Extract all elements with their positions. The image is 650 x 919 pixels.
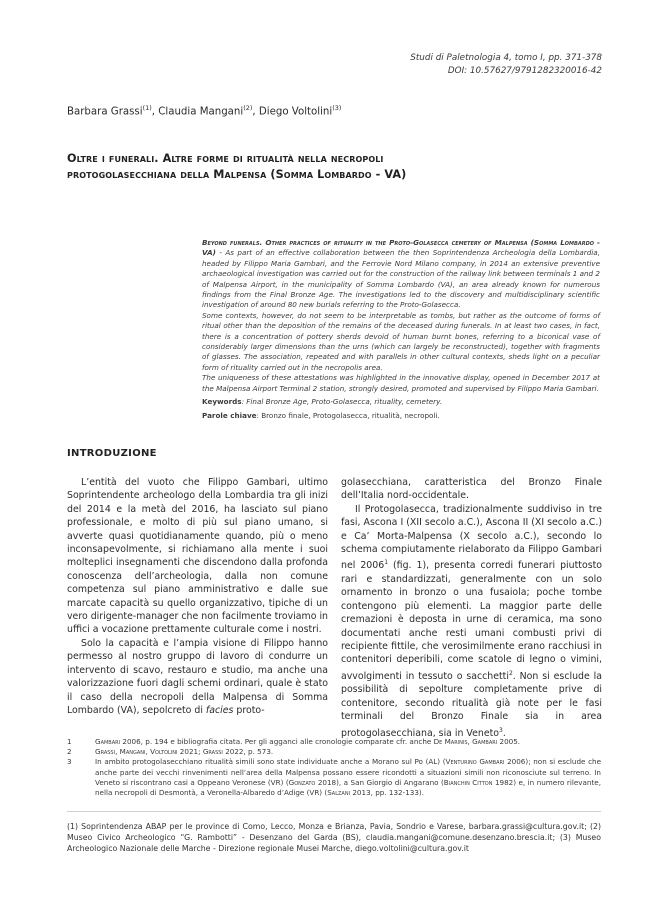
citation-author: Bianchin Citton bbox=[443, 777, 493, 787]
body-paragraph bbox=[67, 637, 328, 717]
footnote-text bbox=[95, 757, 601, 798]
abstract-english-title: Beyond funerals. Other practices of rituality in the Proto-Golasecca cemetery of Malpensa (Somma Lombardo - VA) bbox=[202, 238, 600, 258]
journal-title-line: Studi di Paletnologia 4, tomo I, pp. 371-378 bbox=[410, 53, 602, 63]
keywords bbox=[202, 397, 600, 407]
paper-title bbox=[67, 151, 587, 183]
footnote-ref[interactable]: 1 bbox=[384, 559, 389, 567]
footnote-number: 1 bbox=[67, 737, 72, 746]
body-text: proto- bbox=[233, 704, 265, 716]
abstract-paragraph: Some contexts, however, do not seem to be interpretable as tombs, but rather as the outcome of forms of ritual other than the deposition of the remains of the deceased during funerals. In at least two cases, in fact, there is a concentration of pottery sherds devoid of human burnt bones, referring to a biconical vase of considerably larger dimensions than the urns (which can largely be reconstructed), together with fragments of glasses. The association, repeated and with parallels in other cultural contexts, sheds light on a peculiar form of rituality carried out in the necropolis area. bbox=[202, 310, 600, 372]
keywords-label: Keywords bbox=[202, 397, 242, 407]
author-affiliations: (1) Soprintendenza ABAP per le province di Como, Lecco, Monza e Brianza, Pavia, Sondrio e Varese, barbara.grassi@cultura.gov.it; (2) Museo Civico Archeologico “G. Rambotti” - Desenzano del Garda (BS), claudia.mangani@comune.desenzano.brescia.it; (3) Museo Archeologico Nazionale delle Marche - Direzione regionale Musei Marche, diego.voltolini@cultura.gov.it bbox=[67, 822, 601, 853]
journal-citation bbox=[410, 52, 602, 77]
body-text: . Non si esclude la possibilità di sepolture completamente prive di contenitore, secondo ritualità già note per le fasi terminali del Bronzo Finale sia in area protogolasecchiana, sia in Veneto bbox=[341, 670, 602, 739]
footnote-body: 2021; bbox=[177, 747, 203, 757]
affiliation-marker: (3) bbox=[332, 104, 342, 112]
abstract-paragraph: The uniqueness of these attestations was highlighted in the innovative display, opened in December 2017 at the Malpensa Airport Terminal 2 station, strongly desired, promoted and supervised by Filippo Maria Gambari. bbox=[202, 373, 600, 393]
citation-author: Venturino Gambari bbox=[445, 757, 505, 767]
body-column-left bbox=[67, 476, 328, 717]
title-line: protogolasecchiana della Malpensa (Somma Lombardo - VA) bbox=[67, 168, 407, 181]
author-separator: , bbox=[252, 106, 259, 118]
abstract-text: - As part of an effective collaboration between the then Soprintendenza Archeologia della Lombardia, headed by Filippo Maria Gambari, and the Ferrovie Nord Milano company, in 2014 an extensive preventive archaeological investigation was carried out for the construction of the railway link between terminals 1 and 2 of Malpensa Airport, in the municipality of Somma Lombardo (VA), an area already known for numerous findings from the Final Bronze Age. The investigations led to the discovery and multidisciplinary scientific investigation of around 80 new burials referring to the Proto-Golasecca. bbox=[202, 248, 600, 310]
body-text-italic: facies bbox=[205, 704, 234, 716]
abstract bbox=[202, 238, 600, 421]
footnote bbox=[67, 747, 601, 757]
body-paragraph bbox=[341, 503, 602, 740]
keywords-text: : Final Bronze Age, Proto-Golasecca, rituality, cemetery. bbox=[241, 397, 443, 407]
affiliation-marker: (2) bbox=[243, 104, 253, 112]
footnote-body: 2022, p. 573. bbox=[222, 747, 274, 757]
citation-author: De Marinis, Gambari bbox=[433, 737, 498, 746]
author-name: Diego Voltolini bbox=[258, 106, 333, 118]
footnote-body: 2006, p. 194 e bibliografia citata. Per gli agganci alle cronologie comparate cfr. anche bbox=[120, 737, 434, 746]
footnote-ref[interactable]: 3 bbox=[499, 726, 503, 734]
body-paragraph: golasecchiana, caratteristica del Bronzo Finale dell’Italia nord-occidentale. bbox=[341, 477, 602, 502]
citation-author: Salzani bbox=[327, 788, 351, 798]
footnote-text bbox=[95, 747, 601, 757]
footnote-body: 1982) e, in numero rilevante, nella necropoli di Desmontà, a Veronella-Albaredo d’Adige (VR) ( bbox=[95, 777, 601, 798]
author-name: Barbara Grassi bbox=[67, 106, 143, 118]
citation-author: Grassi bbox=[202, 747, 223, 757]
footnote-number: 3 bbox=[67, 757, 72, 767]
citation-author: Grassi, Mangani, Voltolini bbox=[95, 747, 178, 757]
body-text: (fig. 1), presenta corredi funerari piuttosto rari e standardizzati, generalmente con un solo ornamento in bronzo o una fusaiola; poche tombe contengono più elementi. La maggior parte delle cremazioni è deposta in urne di ceramica, ma sono documentati anche resti umani combusti privi di recipiente fittile, che verosimilmente erano racchiusi in contenitori deperibili, come scatole di legno o vimini, avvolgimenti in tessuto o sacchetti bbox=[341, 560, 602, 682]
affiliation-divider bbox=[67, 811, 601, 812]
footnotes bbox=[67, 737, 601, 798]
footnote bbox=[67, 737, 601, 747]
author-separator: , bbox=[151, 106, 159, 118]
affiliation-marker: (1) bbox=[142, 104, 152, 112]
body-text: Solo la capacità e l’ampia visione di Filippo hanno permesso al nostro gruppo di lavoro di condurre un intervento di scavo, restauro e studio, ma anche una valorizzazione fuori dagli schemi ordinari, quale è stato il caso della necropoli della Malpensa di Somma Lombardo (VA), sepolcreto di bbox=[67, 637, 328, 716]
footnote-ref[interactable]: 2 bbox=[508, 669, 513, 677]
footnote bbox=[67, 757, 601, 798]
title-line: Oltre i funerali. Altre forme di ritualità nella necropoli bbox=[67, 152, 384, 165]
footnote-text bbox=[95, 737, 601, 747]
body-text: Il Protogolasecca, tradizionalmente suddiviso in tre fasi, Ascona I (XII secolo a.C.), Ascona II (XI secolo a.C.) e Ca’ Morta-Malpensa (X secolo a.C.), secondo lo schema compiutamente rielaborato da Filippo Gambari nel 2006 bbox=[341, 503, 602, 572]
footnote-body: 2018), a San Giorgio di Angarano ( bbox=[315, 777, 444, 787]
footnote-number: 2 bbox=[67, 747, 72, 757]
footnote-body: 2006); non si esclude che anche parte dei vecchi rinvenimenti nell’area della Malpensa possano essere ricondotti a situazioni simili non riconosciute sul terreno. In Veneto si riscontrano casi a Oppeano Veronese (VR) ( bbox=[95, 757, 602, 787]
citation-author: Gambari bbox=[95, 737, 121, 746]
citation-author: Gonzato bbox=[288, 777, 316, 787]
parole-chiave-label: Parole chiave bbox=[202, 410, 257, 420]
author-name: Claudia Mangani bbox=[158, 106, 244, 118]
abstract-paragraph bbox=[202, 238, 600, 311]
parole-chiave bbox=[202, 411, 600, 421]
author-list bbox=[67, 104, 341, 117]
body-text: . bbox=[502, 727, 506, 739]
section-heading: INTRODUZIONE bbox=[67, 448, 157, 459]
footnote-body: 2005. bbox=[497, 737, 521, 746]
parole-chiave-text: : Bronzo finale, Protogolasecca, ritualità, necropoli. bbox=[256, 410, 440, 420]
footnote-body: 2013, pp. 132-133). bbox=[350, 788, 425, 798]
doi-line: DOI: 10.57627/9791282320016-42 bbox=[447, 65, 602, 76]
body-column-right bbox=[341, 476, 602, 740]
footnote-body: In ambito protogolasecchiano ritualità simili sono state individuate anche a Morano sul Po (AL) ( bbox=[95, 757, 446, 767]
body-paragraph: L’entità del vuoto che Filippo Gambari, ultimo Soprintendente archeologo della Lombardia tra gli inizi del 2014 e la metà del 2016, ha lasciato sul piano professionale, e molto di più sul piano umano, si avverte quasi quotidianamente quando, più o meno inconsapevolmente, si richiamano alla mente i suoi molteplici insegnamenti che discendono dalla profonda conoscenza dell’archeologia, dalla non comune competenza sul piano amministrativo e dalle sue marcate capacità su quello organizzativo, tipiche di un vero dirigente-manager che non facilmente troviamo in uffici a vocazione prettamente culturale come i nostri. bbox=[67, 477, 328, 636]
